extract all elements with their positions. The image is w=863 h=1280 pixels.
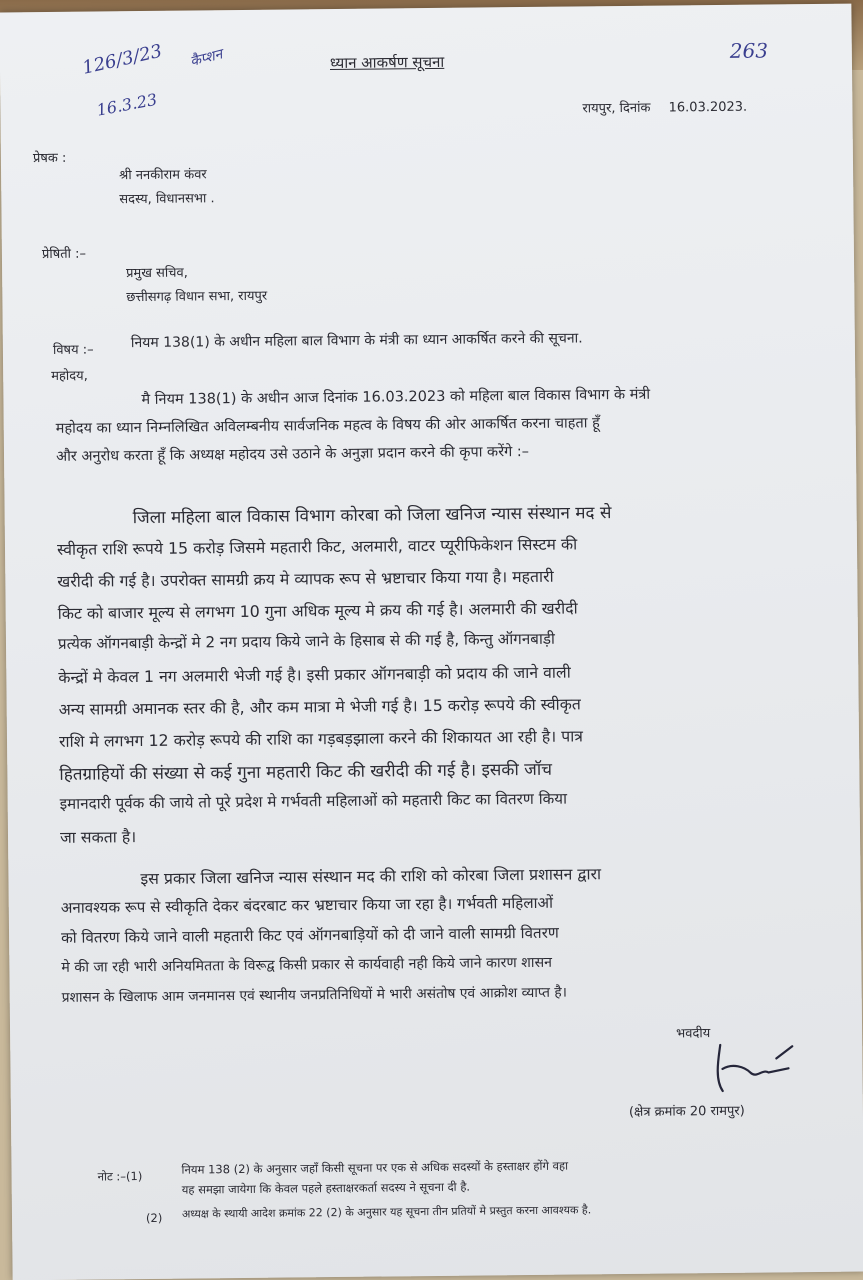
letter-date: 16.03.2023. (668, 99, 748, 116)
letter-page (0, 4, 863, 1280)
body-line: जा सकता है। (59, 827, 137, 847)
place-date-label: रायपुर, दिनांक (582, 100, 651, 117)
recipient-label: प्रेषिती :– (41, 246, 87, 263)
place-date (582, 97, 747, 117)
handwritten-word: कैप्शन (188, 46, 225, 71)
body-line: इमानदारी पूर्वक की जाये तो पूरे प्रदेश मे गर्भवती महिलाओं को महतारी किट का वितरण किया (59, 789, 568, 813)
sender-label: प्रेषक : (32, 150, 67, 167)
constituency: (क्षेत्र क्रमांक 20 रामपुर) (628, 1103, 745, 1120)
body-line: राशि मे लगभग 12 करोड़ रूपये की राशि का गड़बड़झाला करने की शिकायत आ रही है। पात्र (58, 726, 584, 751)
closing-yours: भवदीय (676, 1026, 711, 1042)
body2-line: मे की जा रही भारी अनियमितता के विरूद्व किसी प्रकार से कार्यवाही नही किये जाने कारण शासन (61, 954, 553, 976)
handwritten-number: 126/3/23 (80, 40, 165, 79)
body-line: प्रत्येक ऑगनबाड़ी केन्द्रों मे 2 नग प्रदाय किये जाने के हिसाब से की गई है, किन्तु ऑगनबाड़ी (57, 629, 555, 653)
intro-line: और अनुरोध करता हूँ कि अध्यक्ष महोदय उसे उठाने के अनुज्ञा प्रदान करने की कृपा करेंगे :– (55, 443, 530, 465)
note-1-line-1: नियम 138 (2) के अनुसार जहॉं किसी सूचना पर एक से अधिक सदस्यों के हस्ताक्षर होंगे वहा (181, 1158, 569, 1177)
handwritten-note (188, 45, 224, 72)
body2-line: इस प्रकार जिला खनिज न्यास संस्थान मद की राशि को कोरबा जिला प्रशासन द्वारा (140, 864, 602, 889)
body-line: खरीदी की गई है। उपरोक्त सामग्री क्रय मे व्यापक रूप से भ्रष्टाचार किया गया है। महतारी (57, 566, 554, 591)
handwritten-date (95, 90, 159, 120)
note-2-text: अध्यक्ष के स्थायी आदेश क्रमांक 22 (2) के अनुसार यह सूचना तीन प्रतियों मे प्रस्तुत करना आवश्यक है. (181, 1203, 592, 1221)
subject-text: नियम 138(1) के अधीन महिला बाल विभाग के मंत्री का ध्यान आकर्षित करने की सूचना. (130, 330, 583, 352)
intro-line: महोदय का ध्यान निम्नलिखित अविलम्बनीय सार्वजनिक महत्व के विषय की ओर आकर्षित करना चाहता हूँ (55, 415, 600, 437)
recipient-office: छत्तीसगढ़ विधान सभा, रायपुर (126, 288, 268, 306)
handwritten-date-text: 16.3.23 (95, 89, 159, 120)
body2-line: प्रशासन के खिलाफ आम जनमानस एवं स्थानीय जनप्रतिनिधियों मे भारी असंतोष एवं आक्रोश व्याप्त है। (61, 984, 568, 1006)
note-2-label: (2) (145, 1210, 163, 1226)
subject-label: विषय :– (52, 342, 94, 358)
note-1-line-2: यह समझा जायेगा कि केवल पहले हस्ताक्षरकर्ता सदस्य ने सूचना दी है. (181, 1179, 471, 1197)
handwritten-note (81, 41, 164, 79)
page-number: 263 (729, 38, 769, 63)
sender-name: श्री ननकीराम कंवर (119, 167, 207, 184)
intro-line: मै नियम 138(1) के अधीन आज दिनांक 16.03.2023 को महिला बाल विकास विभाग के मंत्री (141, 386, 651, 409)
body2-line: अनावश्यक रूप से स्वीकृति देकर बंदरबाट कर भ्रष्टाचार किया जा रहा है। गर्भवती महिलाओं (60, 893, 554, 917)
body-line: स्वीकृत राशि रूपये 15 करोड़ जिसमे महतारी किट, अलमारी, वाटर प्यूरीफिकेशन सिस्टम की (56, 534, 578, 559)
signature (692, 1038, 813, 1099)
body2-line: को वितरण किये जाने वाली महतारी किट एवं ऑगनबाड़ियों को दी जाने वाली सामग्री वितरण (60, 923, 559, 947)
body-line: हितग्राहियों की संख्या से कई गुना महतारी किट की खरीदी की गई है। इसकी जॉच (59, 759, 553, 785)
sender-designation: सदस्य, विधानसभा . (119, 191, 215, 208)
body-line: जिला महिला बाल विकास विभाग कोरबा को जिला खनिज न्यास संस्थान मद से (132, 503, 612, 529)
recipient-title: प्रमुख सचिव, (126, 265, 188, 282)
body-line: अन्य सामग्री अमानक स्तर की है, और कम मात्रा मे भेजी गई है। 15 करोड़ रूपये की स्वीकृत (58, 694, 581, 719)
note-label: नोट :–(1) (97, 1169, 143, 1184)
salutation: महोदय, (51, 368, 88, 384)
body-line: केन्द्रों मे केवल 1 नग अलमारी भेजी गई है। इसी प्रकार ऑगनबाड़ी को प्रदाय की जाने वाली (58, 662, 571, 687)
document-title: ध्यान आकर्षण सूचना (329, 52, 445, 73)
body-line: किट को बाजार मूल्य से लगभग 10 गुना अधिक मूल्य मे क्रय की गई है। अलमारी की खरीदी (57, 598, 578, 623)
